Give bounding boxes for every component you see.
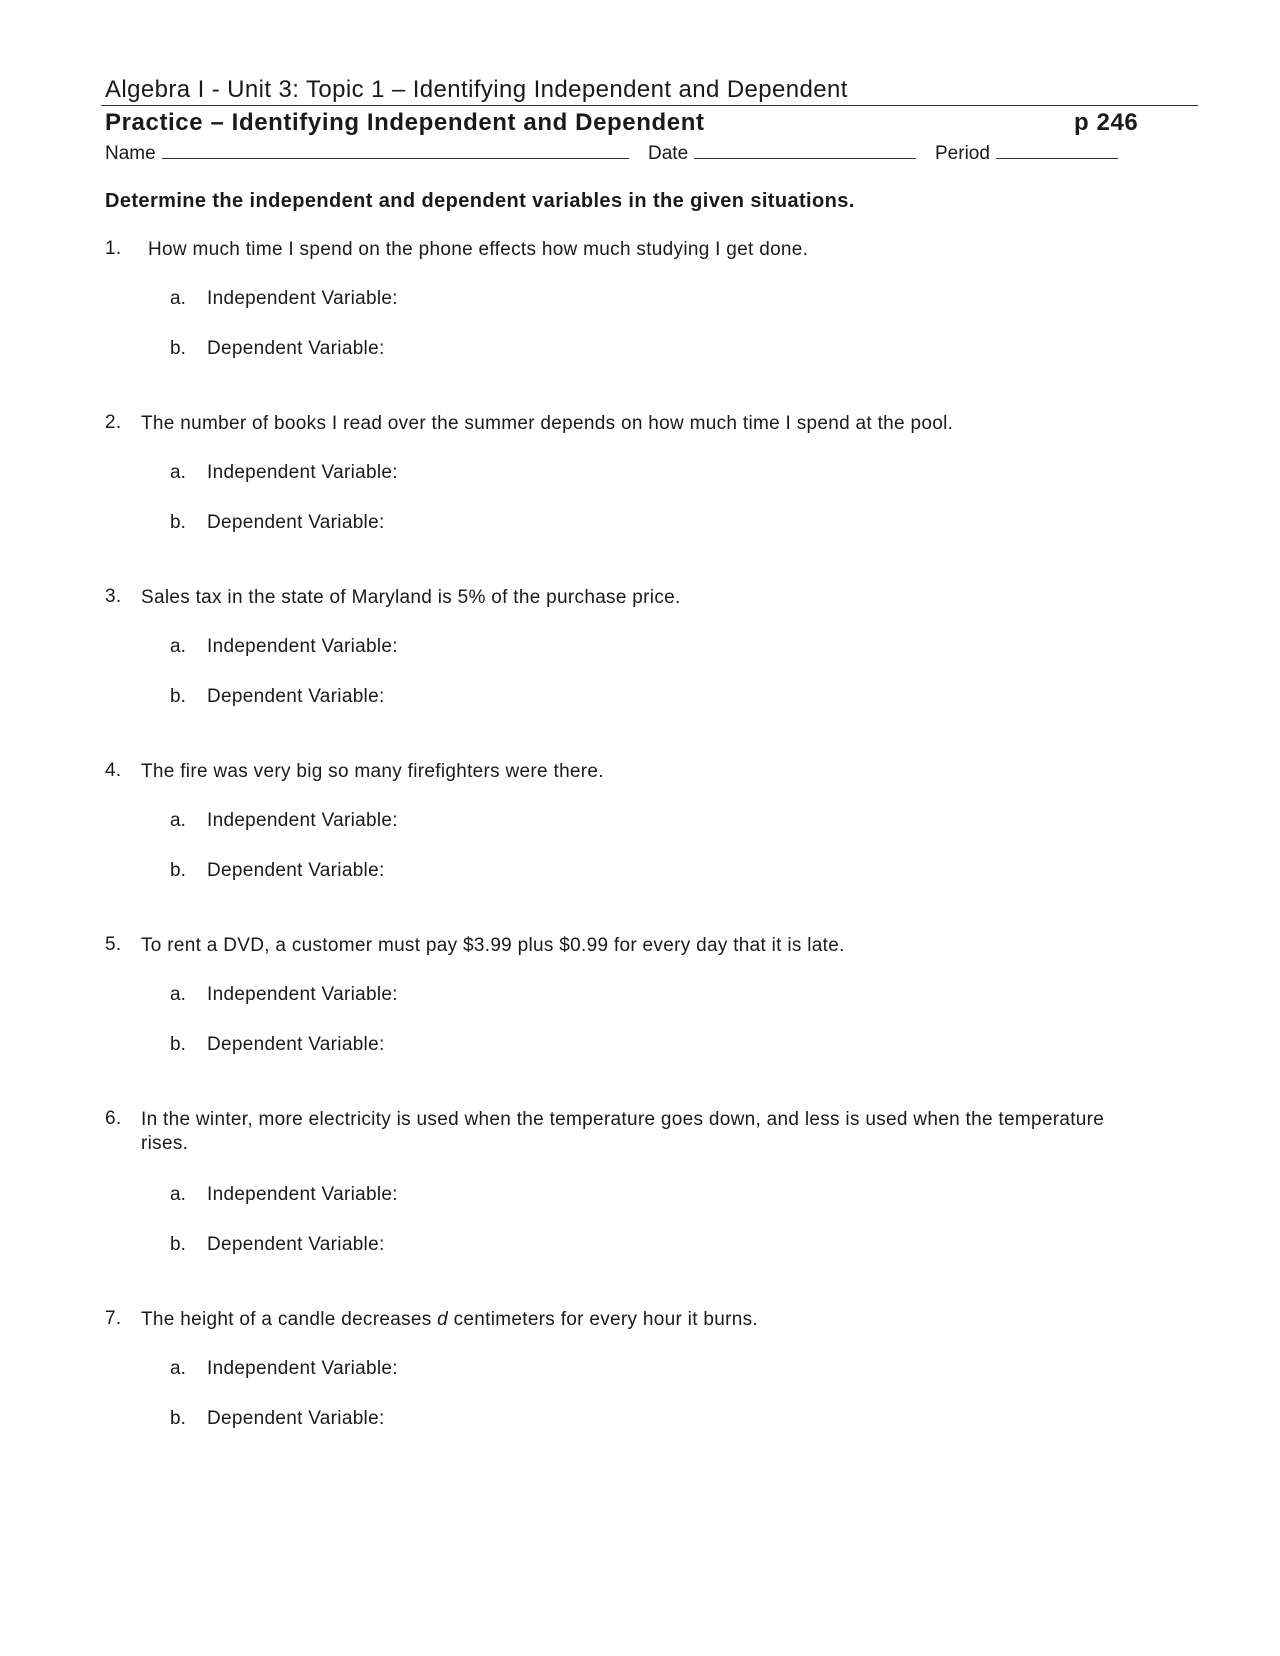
name-field[interactable] xyxy=(105,140,629,165)
question-text: How much time I spend on the phone effects how much studying I get done. xyxy=(148,239,809,260)
independent-variable-label: Independent Variable: xyxy=(207,462,398,483)
sub-letter-b: b. xyxy=(170,338,186,359)
question-number: 6. xyxy=(105,1108,122,1129)
question-text: Sales tax in the state of Maryland is 5% of the purchase price. xyxy=(141,587,681,608)
sub-letter-b: b. xyxy=(170,1408,186,1429)
independent-variable-label: Independent Variable: xyxy=(207,1184,398,1205)
question-text: The number of books I read over the summer depends on how much time I spend at the pool. xyxy=(141,413,954,434)
dependent-variable-label: Dependent Variable: xyxy=(207,1234,385,1255)
course-header: Algebra I - Unit 3: Topic 1 – Identifying Independent and Dependent xyxy=(105,76,848,103)
question-number: 7. xyxy=(105,1308,122,1329)
period-field[interactable] xyxy=(935,140,1118,165)
date-label: Date xyxy=(648,143,689,164)
dependent-variable-label: Dependent Variable: xyxy=(207,338,385,359)
independent-variable-label: Independent Variable: xyxy=(207,984,398,1005)
sub-letter-b: b. xyxy=(170,1234,186,1255)
sub-letter-a: a. xyxy=(170,984,186,1005)
dependent-variable-label: Dependent Variable: xyxy=(207,1408,385,1429)
page-number: p 246 xyxy=(1074,109,1139,136)
header-divider xyxy=(101,105,1198,106)
question-text-line-2: rises. xyxy=(141,1133,189,1154)
name-blank[interactable] xyxy=(162,140,629,159)
question-text: The fire was very big so many firefighters were there. xyxy=(141,761,604,782)
question-text-end: centimeters for every hour it burns. xyxy=(448,1309,758,1330)
question-text: To rent a DVD, a customer must pay $3.99 plus $0.99 for every day that it is late. xyxy=(141,935,845,956)
question-number: 5. xyxy=(105,934,122,955)
dependent-variable-label: Dependent Variable: xyxy=(207,1034,385,1055)
sub-letter-b: b. xyxy=(170,512,186,533)
independent-variable-label: Independent Variable: xyxy=(207,636,398,657)
date-field[interactable] xyxy=(648,140,916,165)
practice-title: Practice – Identifying Independent and Dependent xyxy=(105,109,705,136)
independent-variable-label: Independent Variable: xyxy=(207,810,398,831)
question-text-line-1: In the winter, more electricity is used when the temperature goes down, and less is used when the temperature xyxy=(141,1109,1105,1130)
sub-letter-a: a. xyxy=(170,1184,186,1205)
independent-variable-label: Independent Variable: xyxy=(207,1358,398,1379)
question-text xyxy=(141,1108,1104,1156)
sub-letter-a: a. xyxy=(170,1358,186,1379)
sub-letter-a: a. xyxy=(170,810,186,831)
period-blank[interactable] xyxy=(996,140,1118,159)
sub-letter-b: b. xyxy=(170,686,186,707)
sub-letter-a: a. xyxy=(170,636,186,657)
dependent-variable-label: Dependent Variable: xyxy=(207,512,385,533)
dependent-variable-label: Dependent Variable: xyxy=(207,686,385,707)
question-number: 1. xyxy=(105,238,122,259)
sub-letter-a: a. xyxy=(170,462,186,483)
dependent-variable-label: Dependent Variable: xyxy=(207,860,385,881)
independent-variable-label: Independent Variable: xyxy=(207,288,398,309)
question-number: 4. xyxy=(105,760,122,781)
date-blank[interactable] xyxy=(694,140,916,159)
instructions: Determine the independent and dependent variables in the given situations. xyxy=(105,190,855,212)
question-number: 3. xyxy=(105,586,122,607)
name-label: Name xyxy=(105,143,156,164)
question-number: 2. xyxy=(105,412,122,433)
sub-letter-b: b. xyxy=(170,1034,186,1055)
sub-letter-b: b. xyxy=(170,860,186,881)
sub-letter-a: a. xyxy=(170,288,186,309)
period-label: Period xyxy=(935,143,990,164)
variable-d: d xyxy=(437,1309,449,1330)
question-text-start: The height of a candle decreases xyxy=(141,1309,438,1330)
question-text xyxy=(141,1308,758,1332)
